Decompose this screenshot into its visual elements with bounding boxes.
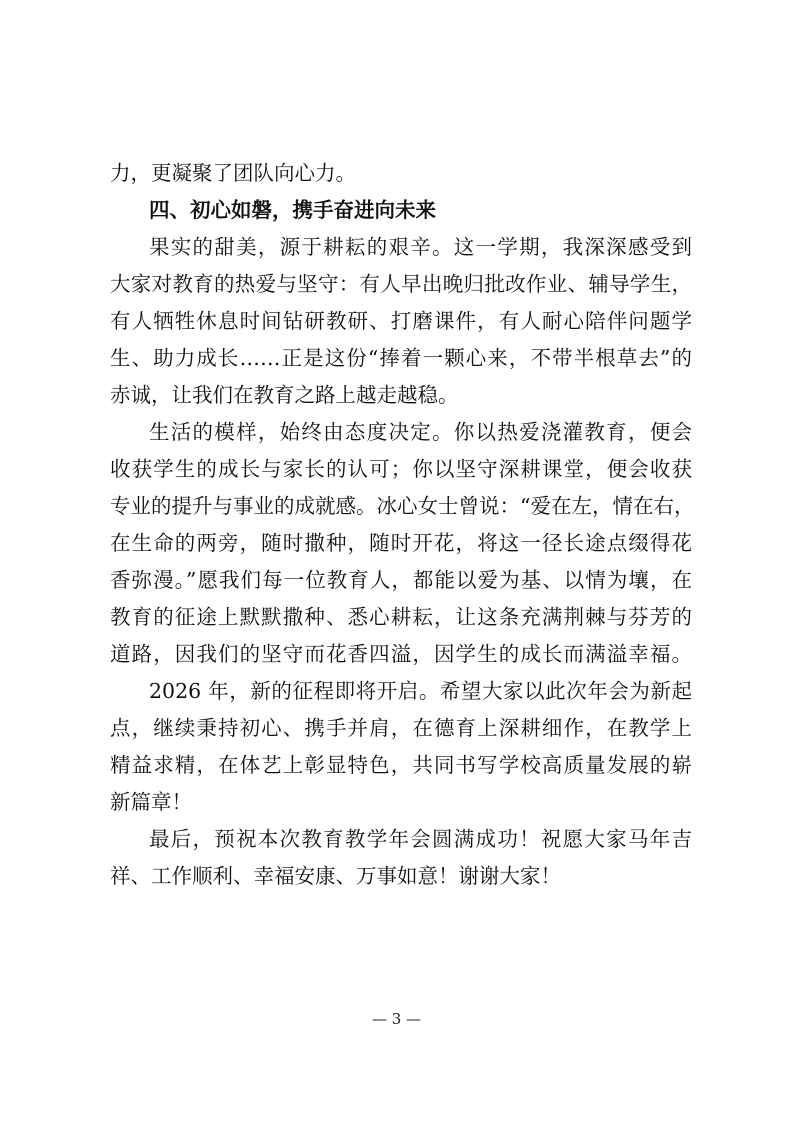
page-number: — 3 — [371,1010,422,1028]
text-line: 大家对教育的热爱与坚守：有人早出晚归批改作业、辅导学生， [110,272,692,296]
text-line: 赤诚，让我们在教育之路上越走越稳。 [110,383,459,407]
text-line: 道路，因我们的坚守而花香四溢，因学生的成长而满溢幸福。 [110,642,692,666]
text-line: 香弥漫。”愿我们每一位教育人，都能以爱为基、以情为壤，在 [110,568,692,592]
text-line: 专业的提升与事业的成就感。冰心女士曾说：“爱在左，情在右， [110,494,695,518]
text-line: 有人牺牲休息时间钻研教研、打磨课件，有人耐心陪伴问题学 [110,309,692,333]
text-line: 生、助力成长……正是这份“捧着一颗心来，不带半根草去”的 [110,346,692,370]
text-line: 新篇章！ [110,790,192,814]
text-line: 收获学生的成长与家长的认可；你以坚守深耕课堂，便会收获 [110,457,692,481]
document-body [110,155,695,895]
text-line: 生活的模样，始终由态度决定。你以热爱浇灌教育，便会 [149,420,692,444]
text-line: 祥、工作顺利、幸福安康、万事如意！谢谢大家！ [110,864,561,888]
text-line: 2026 年，新的征程即将开启。希望大家以此次年会为新起 [149,679,692,703]
text-line: 点，继续秉持初心、携手并肩，在德育上深耕细作，在教学上 [110,716,692,740]
text-line: 教育的征途上默默撒种、悉心耕耘，让这条充满荆棘与芬芳的 [110,605,692,629]
text-line: 最后，预祝本次教育教学年会圆满成功！祝愿大家马年吉 [149,827,692,851]
text-line: 在生命的两旁，随时撒种，随时开花，将这一径长途点缀得花 [110,531,692,555]
text-line: 力，更凝聚了团队向心力。 [110,161,356,185]
section-heading: 四、初心如磐，携手奋进向未来 [149,198,436,222]
text-line: 精益求精，在体艺上彰显特色，共同书写学校高质量发展的崭 [110,753,692,777]
text-line: 果实的甜美，源于耕耘的艰辛。这一学期，我深深感受到 [149,235,692,259]
